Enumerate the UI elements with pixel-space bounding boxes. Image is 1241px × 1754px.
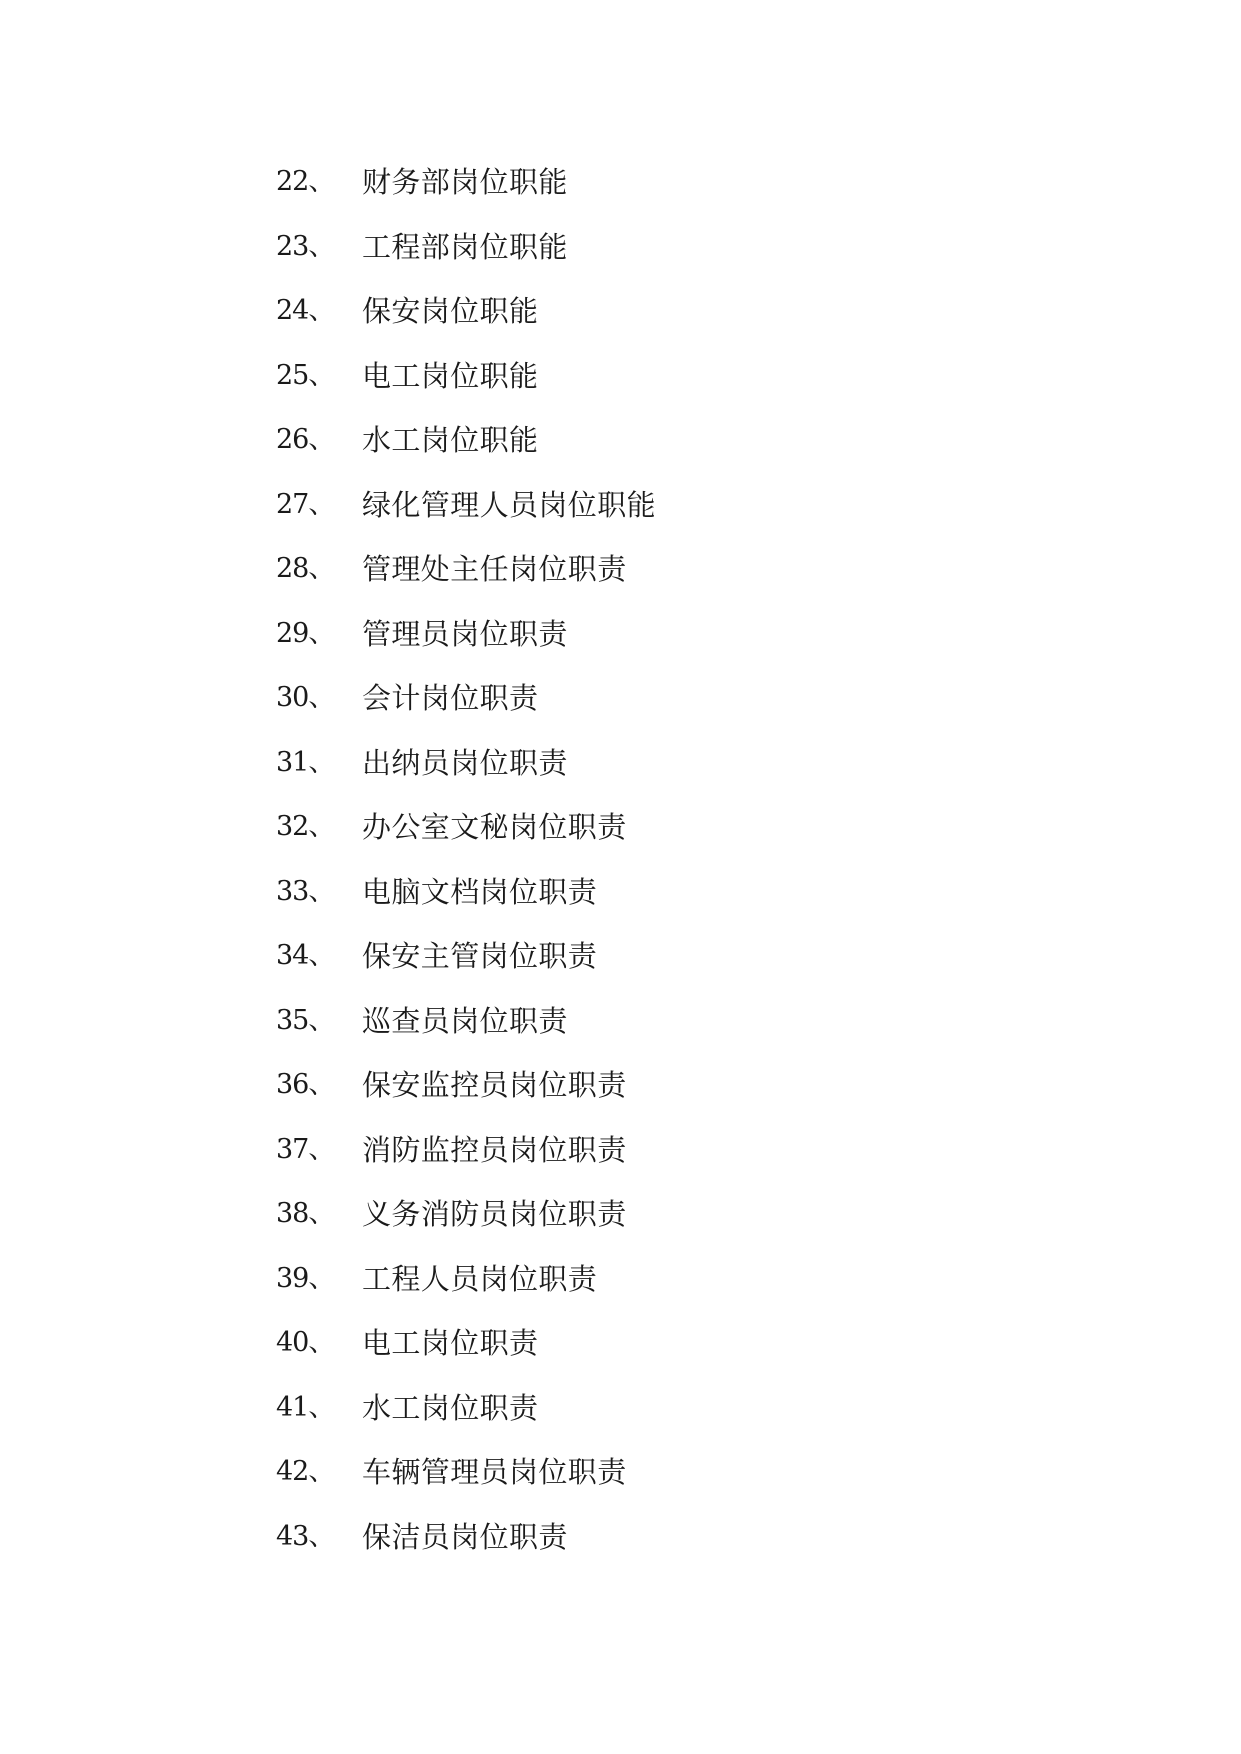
list-item — [0, 1388, 1241, 1428]
item-title: 巡查员岗位职责 — [362, 1003, 568, 1038]
item-title: 水工岗位职责 — [362, 1390, 539, 1425]
item-number: 37、 — [276, 1133, 335, 1165]
list-item — [0, 1065, 1241, 1105]
item-number: 32、 — [276, 811, 335, 842]
item-number: 23、 — [276, 230, 335, 262]
list-item — [0, 227, 1241, 267]
item-title: 工程部岗位职能 — [362, 229, 568, 264]
item-number: 30、 — [276, 682, 335, 713]
item-title: 车辆管理员岗位职责 — [362, 1455, 627, 1489]
item-title: 财务部岗位职能 — [362, 165, 568, 199]
item-number: 43、 — [276, 1520, 335, 1552]
list-item — [0, 1259, 1241, 1299]
list-item — [0, 1130, 1241, 1170]
list-item — [0, 1001, 1241, 1041]
item-number: 42、 — [276, 1456, 335, 1487]
item-number: 34、 — [276, 940, 335, 971]
item-title: 水工岗位职能 — [362, 423, 539, 457]
list-item — [0, 549, 1241, 589]
item-title: 消防监控员岗位职责 — [362, 1132, 627, 1167]
item-title: 电工岗位职能 — [362, 358, 539, 393]
item-number: 26、 — [276, 424, 335, 455]
list-item — [0, 743, 1241, 783]
item-title: 保安监控员岗位职责 — [362, 1068, 627, 1102]
item-number: 27、 — [276, 488, 335, 520]
item-title: 保安主管岗位职责 — [362, 939, 598, 973]
item-title: 绿化管理人员岗位职能 — [362, 487, 657, 522]
list-item — [0, 291, 1241, 331]
item-title: 办公室文秘岗位职责 — [362, 810, 627, 844]
item-number: 40、 — [276, 1327, 335, 1358]
item-title: 管理员岗位职责 — [362, 616, 568, 651]
item-title: 工程人员岗位职责 — [362, 1261, 598, 1296]
list-item — [0, 485, 1241, 525]
item-number: 35、 — [276, 1004, 335, 1036]
item-title: 保洁员岗位职责 — [362, 1519, 568, 1554]
item-number: 25、 — [276, 359, 335, 391]
item-number: 33、 — [276, 875, 335, 907]
item-title: 管理处主任岗位职责 — [362, 552, 627, 586]
list-item — [0, 1452, 1241, 1492]
list-item — [0, 1194, 1241, 1234]
list-item — [0, 1323, 1241, 1363]
item-title: 电脑文档岗位职责 — [362, 874, 598, 909]
item-number: 31、 — [276, 746, 335, 778]
list-item — [0, 872, 1241, 912]
list-item — [0, 162, 1241, 202]
item-number: 22、 — [276, 166, 335, 197]
item-number: 29、 — [276, 617, 335, 649]
item-number: 36、 — [276, 1069, 335, 1100]
list-item — [0, 1517, 1241, 1557]
list-item — [0, 678, 1241, 718]
item-title: 电工岗位职责 — [362, 1326, 539, 1360]
item-number: 28、 — [276, 553, 335, 584]
list-item — [0, 936, 1241, 976]
item-number: 24、 — [276, 295, 335, 326]
item-number: 39、 — [276, 1262, 335, 1294]
item-title: 出纳员岗位职责 — [362, 745, 568, 780]
list-item — [0, 420, 1241, 460]
item-number: 38、 — [276, 1198, 335, 1229]
item-number: 41、 — [276, 1391, 335, 1423]
list-item — [0, 807, 1241, 847]
list-item — [0, 356, 1241, 396]
item-title: 保安岗位职能 — [362, 294, 539, 328]
item-title: 会计岗位职责 — [362, 681, 539, 715]
item-title: 义务消防员岗位职责 — [362, 1197, 627, 1231]
list-item — [0, 614, 1241, 654]
